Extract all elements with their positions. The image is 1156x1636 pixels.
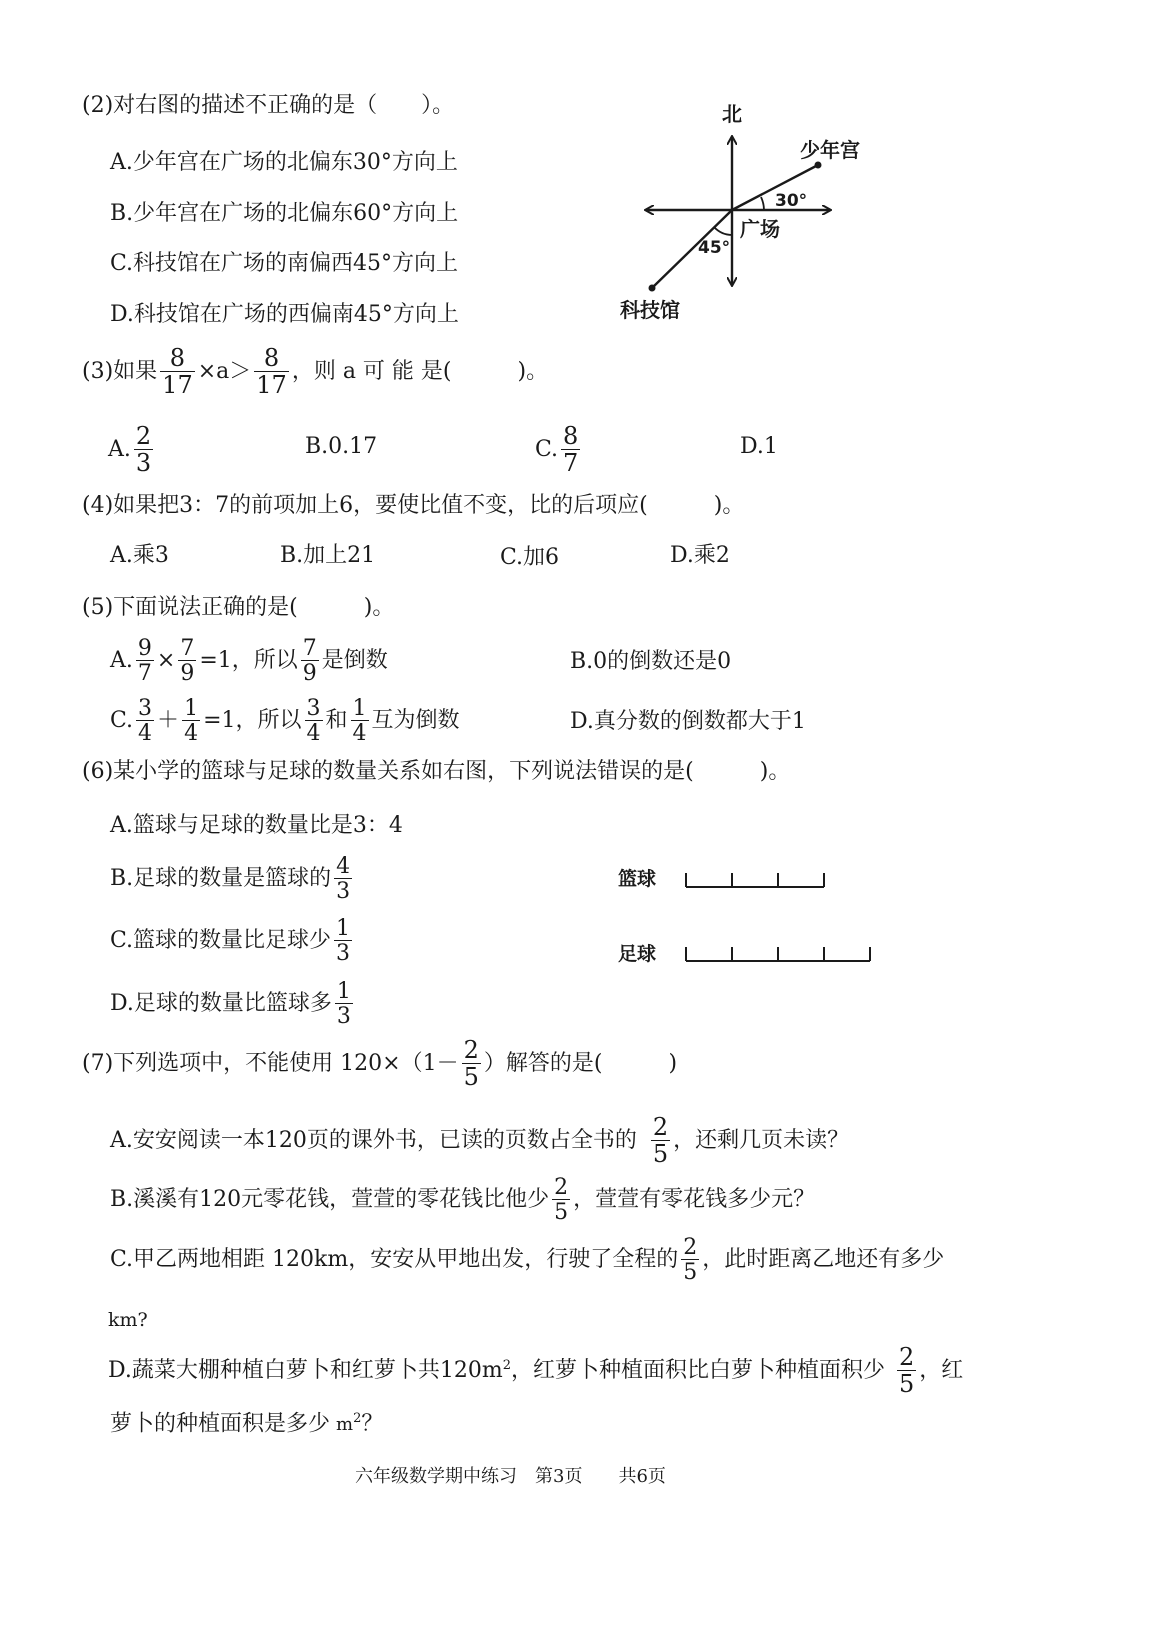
- q5-c-f3n: 3: [306, 696, 321, 721]
- q3-f2-num: 8: [263, 344, 280, 372]
- q5-c-f1n: 3: [138, 696, 153, 721]
- q5-a-label: A.: [110, 648, 133, 674]
- q5-a-f1n: 9: [137, 636, 152, 661]
- q5-c-frac-2: [182, 697, 200, 745]
- direction-diagram: [600, 95, 900, 335]
- q7-c-post: ，此时距离乙地还有多少: [702, 1247, 945, 1273]
- q3-f1-den: 17: [162, 371, 193, 400]
- q7-c-pre: C.甲乙两地相距 120km，安安从甲地出发，行驶了全程的: [110, 1247, 679, 1273]
- q6-b-num: 4: [336, 854, 351, 879]
- q7-option-c: [110, 1236, 944, 1284]
- q5-c-and: 和: [325, 708, 348, 734]
- q6-b-text: B.足球的数量是篮球的: [110, 866, 332, 892]
- q7-b-frac: [552, 1176, 570, 1224]
- segment-diagram: [610, 855, 890, 975]
- q4-option-b: B.加上21: [280, 543, 376, 568]
- q6-option-d: [110, 980, 356, 1028]
- q3-f1-num: 8: [169, 344, 186, 372]
- q6-option-c: [110, 917, 355, 965]
- q3-times-a: ×a＞: [197, 359, 252, 385]
- q7-d-frac: [897, 1345, 916, 1397]
- q7-stem-post: ）解答的是( ): [483, 1051, 678, 1077]
- q7-c-frac: [681, 1236, 699, 1284]
- angle-45-label: 45°: [698, 238, 731, 258]
- q2-option-d: D.科技馆在广场的西偏南45°方向上: [110, 302, 459, 327]
- q7-stem: [82, 1038, 677, 1090]
- q5-c-label: C.: [110, 708, 134, 734]
- q6-b-den: 3: [336, 879, 351, 905]
- q6-option-b: [110, 855, 355, 903]
- q2-option-b: B.少年宫在广场的北偏东60°方向上: [110, 201, 459, 226]
- q7-b-pre: B.溪溪有120元零花钱，萱萱的零花钱比他少: [110, 1187, 550, 1213]
- q7-d-sup: 2: [502, 1357, 511, 1373]
- q3-c-den: 7: [563, 449, 579, 478]
- q3-a-num: 2: [135, 422, 152, 450]
- q7-d-line2-text: 萝卜的种植面积是多少: [110, 1411, 331, 1437]
- q5-c-f2n: 1: [184, 696, 199, 721]
- q3-option-a: [108, 424, 156, 476]
- q5-times: ×: [156, 648, 176, 674]
- q6-option-a: A.篮球与足球的数量比是3：4: [110, 813, 403, 838]
- youth-palace-label: 少年宫: [800, 138, 860, 162]
- q7-a-frac: [651, 1115, 670, 1167]
- q7-stem-pre: (7)下列选项中，不能使用 120×（1－: [82, 1051, 459, 1077]
- q6-d-frac: [335, 980, 353, 1028]
- q7-option-c-line2: km?: [108, 1309, 148, 1331]
- q6-d-num: 1: [336, 979, 351, 1004]
- q7-a-post: ，还剩几页未读？: [673, 1128, 850, 1154]
- q7-d-post: ，红: [919, 1358, 964, 1384]
- q3-a-den: 3: [135, 449, 152, 478]
- q5-c-frac-4: [351, 697, 369, 745]
- q7-d-line2-unit: m: [336, 1414, 354, 1436]
- q5-a-end: 是倒数: [321, 648, 388, 674]
- q5-c-f4d: 4: [352, 721, 367, 747]
- q5-c-mid: =1，所以: [203, 708, 302, 734]
- q5-stem: (5)下面说法正确的是( )。: [82, 595, 395, 620]
- q7-option-a: [110, 1115, 849, 1167]
- q3-c-label: C.: [535, 437, 559, 463]
- q7-b-post: ，萱萱有零花钱多少元？: [573, 1187, 816, 1213]
- angle-30-label: 30°: [775, 191, 808, 211]
- q7-b-num: 2: [554, 1175, 569, 1200]
- youth-palace-point: [815, 162, 822, 169]
- q6-stem: (6)某小学的篮球与足球的数量关系如右图，下列说法错误的是( )。: [82, 759, 791, 784]
- q6-d-text: D.足球的数量比篮球多: [110, 991, 332, 1017]
- q7-d-den: 5: [899, 1370, 915, 1399]
- q5-a-mid: =1，所以: [199, 648, 298, 674]
- q6-d-den: 3: [336, 1004, 351, 1030]
- q7-d-num: 2: [899, 1343, 915, 1371]
- q5-a-f2d: 9: [180, 661, 195, 687]
- q5-a-frac-2: [178, 637, 196, 685]
- q3-fraction-1: [160, 346, 195, 398]
- q3-stem-post: ，则 a 可 能 是( )。: [291, 359, 549, 385]
- q6-c-frac: [334, 917, 352, 965]
- q7-d-line2-end: ？: [361, 1411, 384, 1437]
- q5-a-f3d: 9: [302, 661, 317, 687]
- q7-option-b: [110, 1176, 815, 1224]
- q7-stem-den: 5: [463, 1063, 479, 1092]
- q5-a-f3n: 7: [302, 636, 317, 661]
- angle-30-arc: [761, 197, 764, 210]
- q7-a-den: 5: [652, 1140, 669, 1169]
- q5-option-d: D.真分数的倒数都大于1: [570, 709, 806, 734]
- q4-stem: (4)如果把3：7的前项加上6，要使比值不变，比的后项应( )。: [82, 493, 745, 518]
- q5-a-f2n: 7: [180, 636, 195, 661]
- q5-c-f3d: 4: [306, 721, 321, 747]
- q3-a-label: A.: [108, 437, 131, 463]
- q5-plus: ＋: [157, 708, 180, 734]
- page-footer: 六年级数学期中练习 第3页 共6页: [355, 1466, 666, 1487]
- q5-c-frac-1: [136, 697, 154, 745]
- square-label: 广场: [740, 217, 780, 241]
- q3-option-b: B.0.17: [305, 434, 378, 459]
- q3-option-d: D.1: [740, 434, 778, 459]
- angle-45-arc: [714, 227, 732, 235]
- q5-option-a: [110, 637, 388, 685]
- q6-c-num: 1: [336, 916, 351, 941]
- q2-stem: (2)对右图的描述不正确的是（ ）。: [82, 93, 455, 118]
- q5-c-frac-3: [305, 697, 323, 745]
- q7-c-den: 5: [683, 1260, 698, 1286]
- football-label: 足球: [618, 943, 657, 965]
- basketball-label: 篮球: [618, 868, 657, 890]
- q7-c-num: 2: [683, 1235, 698, 1260]
- q2-option-a: A.少年宫在广场的北偏东30°方向上: [110, 150, 458, 175]
- q7-option-d-line2: [110, 1412, 383, 1435]
- q3-fraction-2: [254, 346, 289, 398]
- q3-stem: [82, 346, 548, 398]
- q5-c-f4n: 1: [352, 696, 367, 721]
- q3-c-num: 8: [563, 422, 579, 450]
- q7-option-d: [108, 1345, 963, 1397]
- q5-a-frac-3: [301, 637, 319, 685]
- q7-d-mid: ，红萝卜种植面积比白萝卜种植面积少: [510, 1358, 885, 1384]
- north-label: 北: [722, 102, 742, 126]
- q5-c-f2d: 4: [184, 721, 199, 747]
- q3-option-c: [535, 424, 583, 476]
- q6-c-text: C.篮球的数量比足球少: [110, 928, 332, 954]
- q3-c-frac: [561, 424, 580, 476]
- q7-d-line2-sup: 2: [353, 1411, 362, 1426]
- q3-stem-pre: (3)如果: [82, 359, 158, 385]
- q7-stem-num: 2: [463, 1036, 479, 1064]
- q7-d-pre: D.蔬菜大棚种植白萝卜和红萝卜共120m: [108, 1358, 503, 1384]
- q5-a-f1d: 7: [137, 661, 152, 687]
- q7-a-pre: A.安安阅读一本120页的课外书，已读的页数占全书的: [110, 1128, 637, 1154]
- q4-option-d: D.乘2: [670, 543, 730, 568]
- q5-a-frac-1: [136, 637, 154, 685]
- sci-museum-point: [649, 285, 656, 292]
- q5-c-f1d: 4: [138, 721, 153, 747]
- q6-b-frac: [334, 855, 352, 903]
- q5-c-end: 互为倒数: [371, 708, 460, 734]
- sci-museum-label: 科技馆: [620, 298, 680, 322]
- q7-b-den: 5: [554, 1200, 569, 1226]
- q4-option-a: A.乘3: [110, 543, 169, 568]
- q3-a-frac: [134, 424, 153, 476]
- q7-stem-frac: [462, 1038, 481, 1090]
- q6-c-den: 3: [336, 941, 351, 967]
- q2-option-c: C.科技馆在广场的南偏西45°方向上: [110, 251, 459, 276]
- q4-option-c: C.加6: [500, 545, 560, 570]
- q5-option-b: B.0的倒数还是0: [570, 649, 732, 674]
- q3-f2-den: 17: [256, 371, 287, 400]
- q7-a-num: 2: [652, 1113, 669, 1141]
- q5-option-c: [110, 697, 460, 745]
